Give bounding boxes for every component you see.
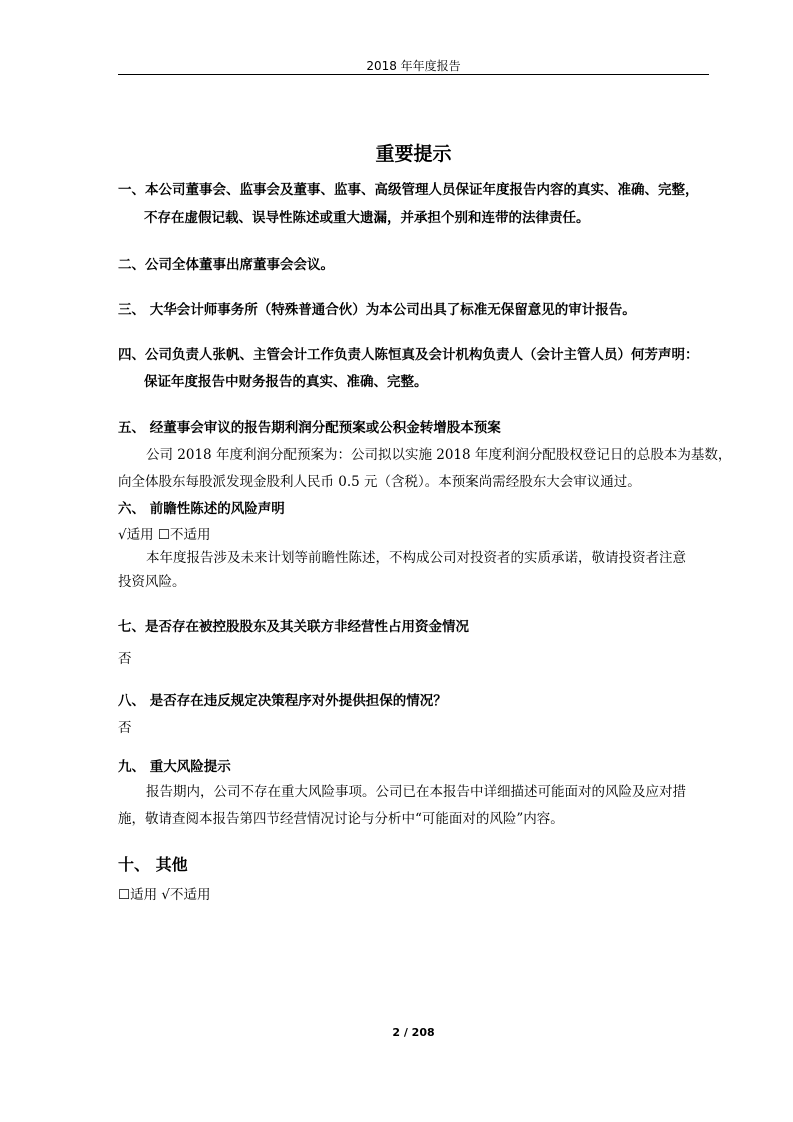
page-number: 2 / 208 xyxy=(392,1026,435,1039)
page-title: 重要提示 xyxy=(375,143,452,165)
item-3: 三、 大华会计师事务所（特殊普通合伙）为本公司出具了标准无保留意见的审计报告。 xyxy=(118,302,636,318)
item-4-line-1: 四、公司负责人张帆、主管会计工作负责人陈恒真及会计机构负责人（会计主管人员）何芳声明： xyxy=(118,347,699,363)
sec6-heading: 六、 前瞻性陈述的风险声明 xyxy=(118,501,285,517)
sec9-heading: 九、 重大风险提示 xyxy=(118,759,231,775)
sec6-applicable-check: √适用 ☐不适用 xyxy=(118,527,211,543)
item-4-line-2: 保证年度报告中财务报告的真实、准确、完整。 xyxy=(144,374,428,390)
running-header: 2018 年年度报告 xyxy=(366,59,461,73)
sec10-heading: 十、 其他 xyxy=(118,855,188,874)
header-rule xyxy=(118,74,709,75)
item-1-line-2: 不存在虚假记载、误导性陈述或重大遗漏，并承担个别和连带的法律责任。 xyxy=(144,210,590,226)
sec10-applicable-check: ☐适用 √不适用 xyxy=(118,887,211,903)
sec6-line-2: 投资风险。 xyxy=(118,574,186,590)
sec5-line-2: 向全体股东每股派发现金股利人民币 0.5 元（含税）。本预案尚需经股东大会审议通过。 xyxy=(118,474,641,490)
sec8-heading: 八、 是否存在违反规定决策程序对外提供担保的情况？ xyxy=(118,693,447,709)
sec7-answer: 否 xyxy=(118,651,132,667)
item-1-line-1: 一、本公司董事会、监事会及董事、监事、高级管理人员保证年度报告内容的真实、准确、完整， xyxy=(118,182,699,198)
sec5-heading: 五、 经董事会审议的报告期利润分配预案或公积金转增股本预案 xyxy=(118,420,501,436)
sec6-line-1: 本年度报告涉及未来计划等前瞻性陈述，不构成公司对投资者的实质承诺，敬请投资者注意 xyxy=(146,550,686,566)
item-2: 二、公司全体董事出席董事会会议。 xyxy=(118,257,334,273)
sec9-line-1: 报告期内，公司不存在重大风险事项。公司已在本报告中详细描述可能面对的风险及应对措 xyxy=(146,784,686,800)
sec7-heading: 七、是否存在被控股股东及其关联方非经营性占用资金情况 xyxy=(118,619,469,635)
sec5-line-1: 公司 2018 年度利润分配预案为：公司拟以实施 2018 年度利润分配股权登记日的总股本为基数， xyxy=(146,447,732,463)
sec8-answer: 否 xyxy=(118,720,132,736)
sec9-line-2: 施，敬请查阅本报告第四节经营情况讨论与分析中“可能面对的风险”内容。 xyxy=(118,811,564,827)
